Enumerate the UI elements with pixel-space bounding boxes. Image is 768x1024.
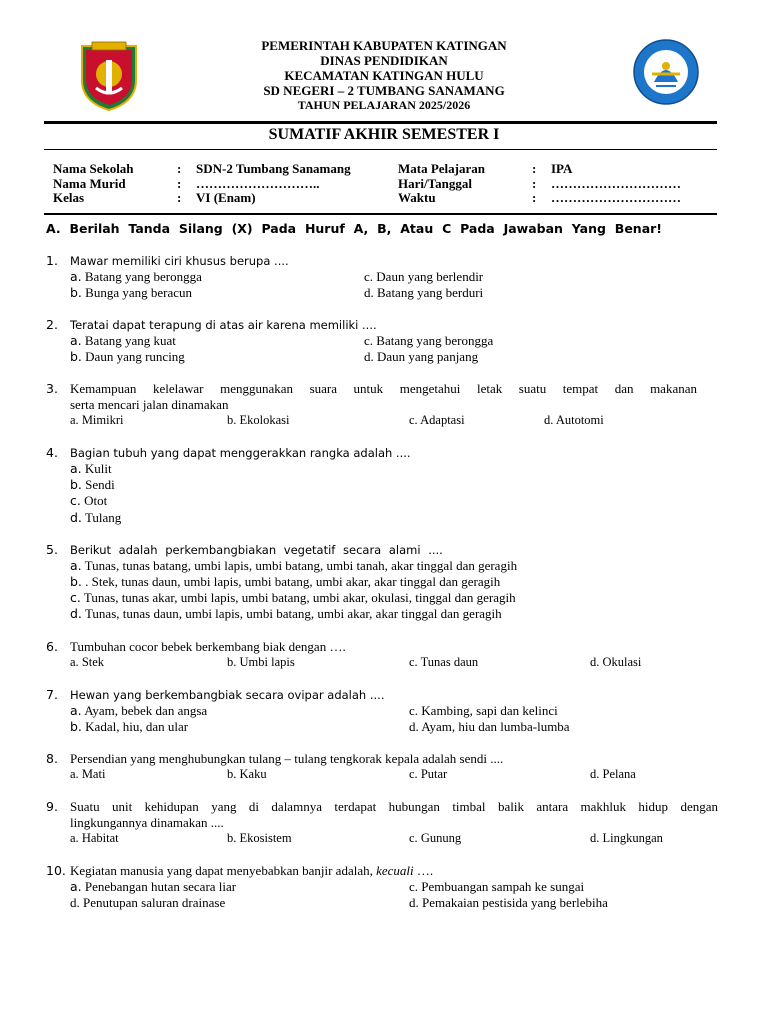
option-text: Okulasi [602, 655, 642, 669]
option-text: Batang yang berongga [84, 269, 202, 284]
option-d[interactable] [364, 285, 483, 301]
option-b[interactable] [70, 285, 192, 301]
option-c[interactable] [364, 269, 483, 285]
question-text-continued: serta mencari jalan dinamakan [70, 397, 229, 412]
question-number: 3. [46, 381, 58, 396]
option-letter: b. [70, 477, 82, 492]
option-c[interactable] [409, 879, 584, 895]
question-number: 4. [46, 445, 58, 460]
option-text: Lingkungan [602, 831, 663, 845]
option-text: Gunung [420, 831, 462, 845]
option-c[interactable] [409, 767, 447, 782]
option-text: Ekosistem [239, 831, 292, 845]
option-letter: b. [70, 349, 82, 364]
question-text-continued: lingkungannya dinamakan .... [70, 815, 224, 830]
class-value: VI (Enam) [196, 190, 256, 205]
option-text: Ekolokasi [239, 413, 290, 427]
option-letter: a. [70, 655, 79, 669]
colon: : [177, 176, 182, 191]
question-number: 8. [46, 751, 58, 766]
option-text: Bunga yang beracun [85, 285, 193, 300]
school-name-label: Nama Sekolah [53, 161, 134, 176]
option-d[interactable] [364, 349, 478, 365]
option-text: Tunas, tunas akar, umbi lapis, umbi batang, umbi akar, okulasi, tinggal dan geragih [83, 590, 516, 605]
option-text: Penebangan hutan secara liar [84, 879, 237, 894]
option-letter: d. [364, 285, 374, 300]
option-text: Umbi lapis [239, 655, 295, 669]
colon: : [532, 176, 537, 191]
option-letter: b. [227, 767, 237, 781]
header-district: KECAMATAN KATINGAN HULU [284, 68, 484, 83]
option-letter: b. [70, 719, 82, 734]
question-text: Persendian yang menghubungkan tulang – tulang tengkorak kepala adalah sendi .... [70, 751, 504, 766]
option-text: Tulang [84, 510, 122, 525]
option-a[interactable] [70, 413, 123, 428]
option-text: Otot [84, 493, 108, 508]
option-text: Pembuangan sampah ke sungai [421, 879, 585, 894]
option-letter: d. [409, 895, 419, 910]
option-letter: c. [409, 703, 419, 718]
option-text: Sendi [85, 477, 115, 492]
option-c[interactable] [409, 703, 558, 719]
question-text: Hewan yang berkembangbiak secara ovipar adalah .... [70, 688, 385, 702]
option-c[interactable] [409, 413, 465, 428]
option-text: Stek [81, 655, 105, 669]
question-text: Tumbuhan cocor bebek berkembang biak dengan …. [70, 639, 346, 654]
option-a[interactable] [70, 461, 112, 477]
option-letter: c. [409, 767, 418, 781]
option-letter: a. [70, 703, 82, 718]
option-letter: d. [70, 895, 80, 910]
option-b[interactable] [227, 655, 295, 670]
option-letter: c. [409, 831, 418, 845]
question-number: 9. [46, 799, 58, 814]
option-letter: b. [227, 413, 237, 427]
student-name-field[interactable]: ……………………….. [196, 176, 320, 191]
option-letter: d. [590, 767, 600, 781]
option-text: Mimikri [81, 413, 124, 427]
option-text: Tunas, tunas batang, umbi lapis, umbi batang, umbi tanah, akar tinggal dan geragih [84, 558, 518, 573]
option-b[interactable] [70, 719, 188, 735]
option-letter: a. [70, 269, 82, 284]
option-d[interactable] [590, 767, 636, 782]
time-label: Waktu [398, 190, 436, 205]
question-text: Bagian tubuh yang dapat menggerakkan rangka adalah .... [70, 446, 411, 460]
question-text: Mawar memiliki ciri khusus berupa .... [70, 254, 289, 268]
option-d[interactable] [70, 895, 225, 911]
option-b[interactable] [227, 767, 267, 782]
option-d[interactable] [409, 895, 608, 911]
option-text: Adaptasi [420, 413, 465, 427]
option-letter: c. [70, 590, 81, 605]
option-letter: a. [70, 333, 82, 348]
question-text-main: Kegiatan manusia yang dapat menyebabkan banjir adalah, [70, 863, 373, 878]
option-a[interactable] [70, 831, 119, 846]
option-a[interactable] [70, 767, 105, 782]
class-label: Kelas [53, 190, 85, 205]
question-text: Suatu unit kehidupan yang di dalamnya terdapat hubungan timbal balik antara makhluk hidup dengan [70, 799, 718, 814]
option-text: Batang yang kuat [84, 333, 176, 348]
question-text: Berikut adalah perkembangbiakan vegetatif secara alami .... [70, 543, 443, 557]
option-text: Kambing, sapi dan kelinci [421, 703, 558, 718]
date-label: Hari/Tanggal [398, 176, 472, 191]
option-text: Batang yang berongga [376, 333, 494, 348]
option-d[interactable] [409, 719, 570, 735]
colon: : [177, 190, 182, 205]
option-text: Ayam, bebek dan angsa [84, 703, 208, 718]
option-letter: a. [70, 558, 82, 573]
option-letter: a. [70, 413, 79, 427]
option-text: Kulit [84, 461, 112, 476]
option-letter: c. [364, 333, 374, 348]
option-c[interactable] [409, 831, 461, 846]
option-d[interactable] [70, 510, 121, 526]
question-text-emphasis: kecuali [376, 863, 414, 878]
option-letter: a. [70, 879, 82, 894]
option-letter: a. [70, 767, 79, 781]
colon: : [532, 190, 537, 205]
option-letter: d. [70, 606, 82, 621]
option-b[interactable] [70, 574, 500, 590]
option-text: Penutupan saluran drainase [83, 895, 226, 910]
option-letter: b. [70, 285, 82, 300]
question-number: 2. [46, 317, 58, 332]
option-letter: d. [364, 349, 374, 364]
colon: : [532, 161, 537, 176]
option-letter: b. [70, 574, 82, 589]
student-name-label: Nama Murid [53, 176, 126, 191]
question-text [70, 863, 433, 879]
option-letter: d. [590, 831, 600, 845]
option-letter: a. [70, 461, 82, 476]
option-d[interactable] [70, 606, 502, 622]
subject-value: IPA [551, 161, 573, 176]
option-letter: c. [409, 413, 418, 427]
option-text: Daun yang berlendir [376, 269, 484, 284]
option-b[interactable] [227, 413, 290, 428]
header-school-year: TAHUN PELAJARAN 2025/2026 [297, 98, 471, 112]
option-letter: c. [70, 493, 81, 508]
option-letter: d. [70, 510, 82, 525]
instruction-text: A. Berilah Tanda Silang (X) Pada Huruf A, B, Atau C Pada Jawaban Yang Benar! [46, 221, 662, 236]
date-field[interactable]: ………………………… [551, 176, 681, 191]
option-text: Autotomi [555, 413, 604, 427]
question-number: 5. [46, 542, 58, 557]
option-c[interactable] [409, 655, 478, 670]
option-a[interactable] [70, 333, 176, 349]
option-a[interactable] [70, 558, 517, 574]
exam-title: SUMATIF AKHIR SEMESTER I [268, 126, 500, 143]
school-name-value: SDN-2 Tumbang Sanamang [196, 161, 351, 176]
option-a[interactable] [70, 703, 207, 719]
option-text: . Stek, tunas daun, umbi lapis, umbi batang, umbi akar, akar tinggal dan geragih [85, 574, 501, 589]
question-number: 1. [46, 253, 58, 268]
option-text: Tunas daun [420, 655, 479, 669]
option-text: Ayam, hiu dan lumba-lumba [421, 719, 570, 734]
option-text: Daun yang panjang [377, 349, 479, 364]
option-letter: c. [409, 879, 419, 894]
option-letter: d. [590, 655, 600, 669]
title-divider [44, 149, 717, 150]
option-d[interactable] [590, 831, 663, 846]
header-government: PEMERINTAH KABUPATEN KATINGAN [261, 38, 507, 53]
colon: : [177, 161, 182, 176]
header-department: DINAS PENDIDIKAN [320, 53, 448, 68]
option-text: Batang yang berduri [377, 285, 484, 300]
option-letter: c. [409, 655, 418, 669]
option-letter: c. [364, 269, 374, 284]
option-b[interactable] [70, 477, 115, 493]
option-c[interactable] [364, 333, 493, 349]
time-field[interactable]: ………………………… [551, 190, 681, 205]
option-a[interactable] [70, 879, 236, 895]
question-number: 7. [46, 687, 58, 702]
header-divider [44, 121, 717, 124]
option-letter: d. [544, 413, 554, 427]
option-text: Kadal, hiu, dan ular [85, 719, 189, 734]
option-c[interactable] [70, 493, 107, 509]
question-number: 10. [46, 863, 66, 878]
option-a[interactable] [70, 655, 104, 670]
option-a[interactable] [70, 269, 202, 285]
option-text: Pemakaian pestisida yang berlebiha [422, 895, 608, 910]
option-d[interactable] [544, 413, 604, 428]
header-school: SD NEGERI – 2 TUMBANG SANAMANG [263, 83, 505, 98]
subject-label: Mata Pelajaran [398, 161, 486, 176]
question-text: Kemampuan kelelawar menggunakan suara untuk mengetahui letak suatu tempat dan makanan [70, 381, 697, 396]
option-letter: a. [70, 831, 79, 845]
option-text: Daun yang runcing [85, 349, 185, 364]
option-letter: d. [409, 719, 419, 734]
option-b[interactable] [70, 349, 185, 365]
option-text: Kaku [239, 767, 267, 781]
option-text: Habitat [81, 831, 119, 845]
option-b[interactable] [227, 831, 292, 846]
option-text: Putar [420, 767, 448, 781]
question-text-end: …. [416, 863, 434, 878]
option-text: Pelana [602, 767, 636, 781]
option-letter: b. [227, 655, 237, 669]
option-d[interactable] [590, 655, 641, 670]
option-text: Mati [81, 767, 106, 781]
question-text: Teratai dapat terapung di atas air karena memiliki .... [70, 318, 377, 332]
option-text: Tunas, tunas daun, umbi lapis, umbi batang, umbi akar, akar tinggal dan geragih [84, 606, 502, 621]
info-divider [44, 213, 717, 215]
option-letter: b. [227, 831, 237, 845]
option-c[interactable] [70, 590, 516, 606]
question-number: 6. [46, 639, 58, 654]
